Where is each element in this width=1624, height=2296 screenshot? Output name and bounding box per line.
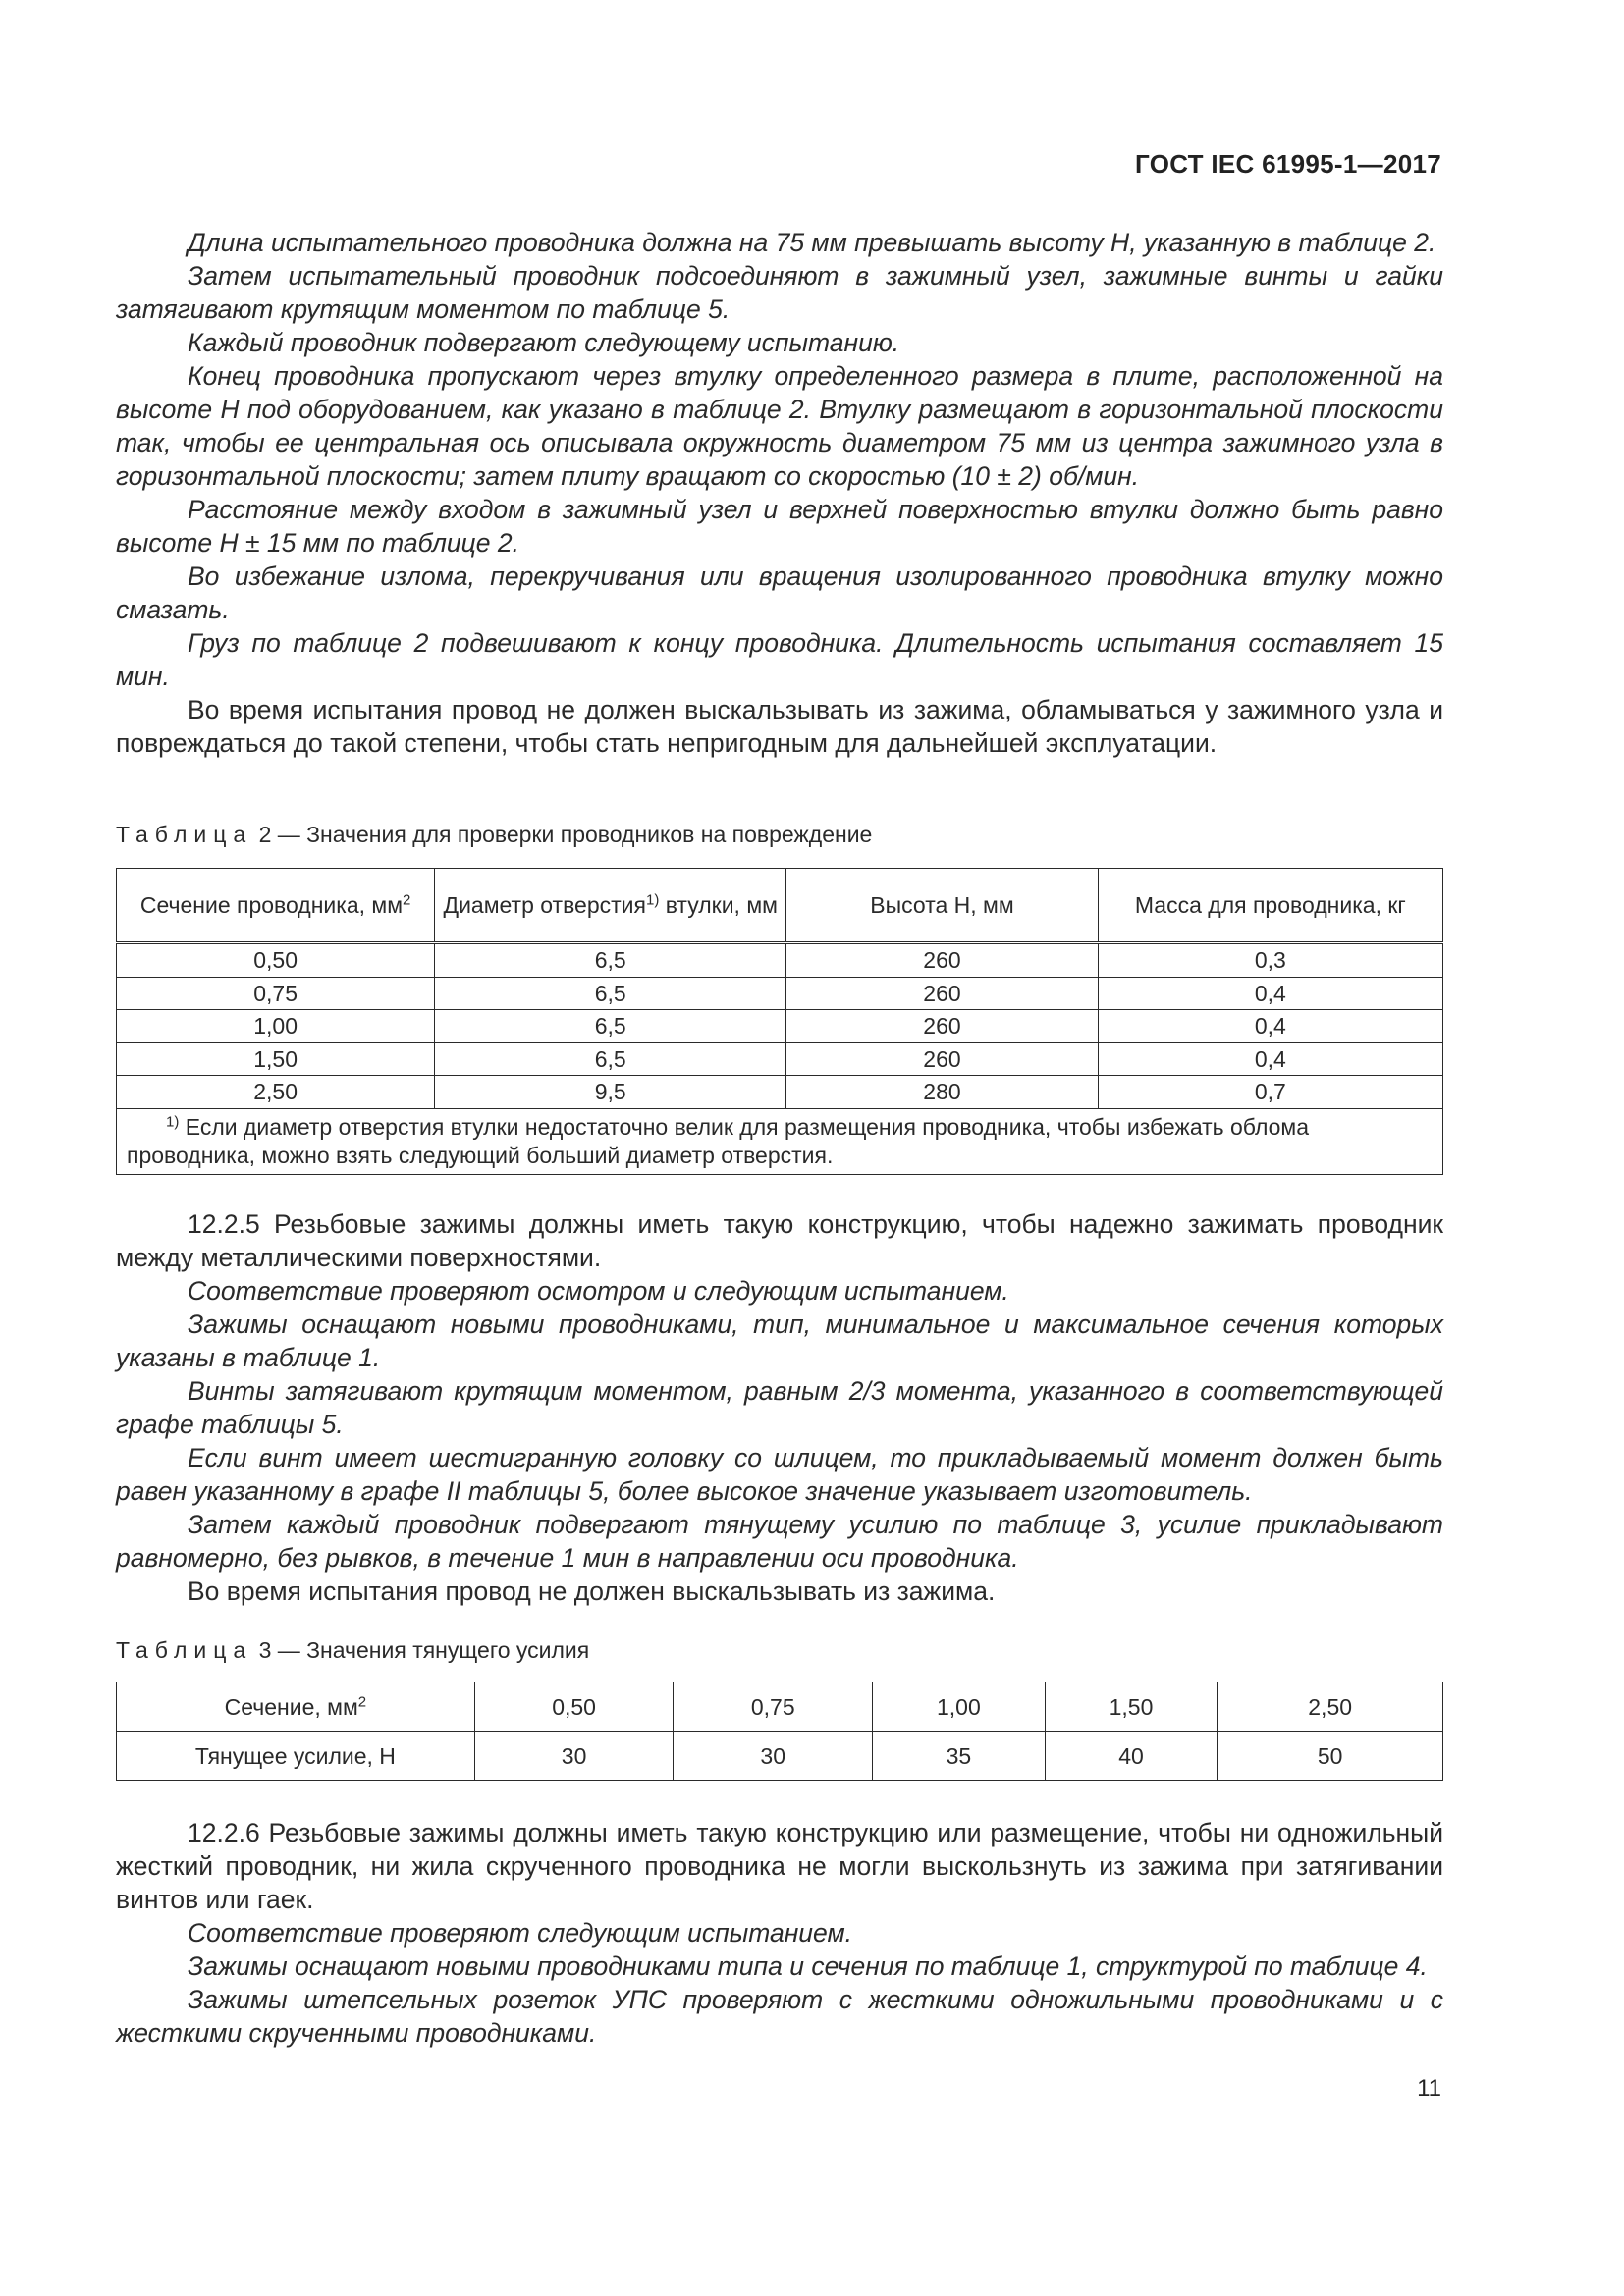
table-cell: 40 [1045, 1732, 1218, 1781]
table-2-caption [116, 820, 1443, 849]
table-cell: 260 [786, 977, 1098, 1010]
section-2 [116, 1207, 1443, 1608]
table-cell: 30 [674, 1732, 873, 1781]
table-cell: 260 [786, 1042, 1098, 1076]
table-row [117, 1682, 1443, 1732]
table-cell: 2,50 [117, 1076, 435, 1109]
table-row [117, 1732, 1443, 1781]
paragraph: Во избежание излома, перекручивания или вращения изолированного проводника втулку можно смазать. [116, 561, 1443, 624]
table-cell: 2,50 [1218, 1682, 1443, 1732]
table-cell: 0,50 [117, 943, 435, 978]
header-cell: Масса для проводника, кг [1098, 869, 1442, 943]
paragraph: Во время испытания провод не должен выскальзывать из зажима, обламываться у зажимного узла и повреждаться до такой степени, чтобы стать непригодным для дальнейшей эксплуатации. [116, 695, 1443, 758]
table-3-caption [116, 1635, 1443, 1665]
table-cell: 0,75 [674, 1682, 873, 1732]
row-label: Тянущее усилие, Н [117, 1732, 475, 1781]
table-cell: 6,5 [435, 1042, 786, 1076]
table-row [117, 1076, 1443, 1109]
table-note: $^{1)}$ Если диаметр отверстия втулки недостаточно велик для размещения проводника, чтобы избежать облома проводника, можно взять следующий больший диаметр отверстия. [117, 1108, 1443, 1174]
table-row [117, 1010, 1443, 1043]
paragraph: Расстояние между входом в зажимный узел и верхней поверхностью втулки должно быть равно высоте H ± 15 мм по таблице 2. [116, 495, 1443, 558]
caption-word: Таблица [116, 1637, 253, 1663]
paragraph: Зажимы оснащают новыми проводниками, тип, минимальное и максимальное сечения которых указаны в таблице 1. [116, 1309, 1443, 1372]
table-row [117, 1042, 1443, 1076]
section-3 [116, 1816, 1443, 2050]
paragraph: 12.2.5 Резьбовые зажимы должны иметь такую конструкцию, чтобы надежно зажимать проводник между металлическими поверхностями. [116, 1209, 1443, 1272]
row-label: Сечение, $мм^2$ [117, 1682, 475, 1732]
table-cell: 6,5 [435, 943, 786, 978]
table-cell: 1,00 [117, 1010, 435, 1043]
table-cell: 0,50 [474, 1682, 674, 1732]
header-cell: Высота H, мм [786, 869, 1098, 943]
table-header-row [117, 869, 1443, 943]
table-cell: 0,4 [1098, 977, 1442, 1010]
table-cell: 0,7 [1098, 1076, 1442, 1109]
table-cell: 0,4 [1098, 1010, 1442, 1043]
paragraph: Затем каждый проводник подвергают тянущему усилию по таблице 3, усилие прикладывают равномерно, без рывков, в течение 1 мин в направлении оси проводника. [116, 1510, 1443, 1573]
table-cell: 260 [786, 1010, 1098, 1043]
table-cell: 50 [1218, 1732, 1443, 1781]
table-note-row [117, 1108, 1443, 1174]
header-cell: Диаметр отверстия$^{1)}$ втулки, мм [435, 869, 786, 943]
paragraph: 12.2.6 Резьбовые зажимы должны иметь такую конструкцию или размещение, чтобы ни одножильный жесткий проводник, ни жила скрученного проводника не могли выскользнуть из зажима при затягивании винтов или гаек. [116, 1818, 1443, 1914]
table-cell: 1,00 [873, 1682, 1046, 1732]
table-cell: 6,5 [435, 977, 786, 1010]
caption-text: 2 — Значения для проверки проводников на повреждение [258, 822, 873, 847]
paragraph: Затем испытательный проводник подсоединяют в зажимный узел, зажимные винты и гайки затягивают крутящим моментом по таблице 5. [116, 261, 1443, 324]
caption-word: Таблица [116, 822, 253, 847]
paragraph: Если винт имеет шестигранную головку со шлицем, то прикладываемый момент должен быть равен указанному в графе II таблицы 5, более высокое значение указывает изготовитель. [116, 1443, 1443, 1506]
table-cell: 35 [873, 1732, 1046, 1781]
paragraph: Зажимы оснащают новыми проводниками типа и сечения по таблице 1, структурой по таблице 4. [188, 1951, 1428, 1981]
table-cell: 260 [786, 943, 1098, 978]
table-cell: 0,75 [117, 977, 435, 1010]
paragraph: Во время испытания провод не должен выскальзывать из зажима. [188, 1576, 996, 1606]
paragraph: Длина испытательного проводника должна на 75 мм превышать высоту H, указанную в таблице 2. [188, 228, 1436, 257]
document-code: ГОСТ IEC 61995-1—2017 [1135, 149, 1441, 179]
table-cell: 280 [786, 1076, 1098, 1109]
paragraph: Зажимы штепсельных розеток УПС проверяют с жесткими одножильными проводниками и с жесткими скрученными проводниками. [116, 1985, 1443, 2048]
paragraph: Конец проводника пропускают через втулку определенного размера в плите, расположенной на высоте H под оборудованием, как указано в таблице 2. Втулку размещают в горизонтальной плоскости так, чтобы ее центральная ось описывала окружность диаметром 75 мм из центра зажимного узла в горизонтальной плоскости; затем плиту вращают со скоростью (10 ± 2) об/мин. [116, 361, 1443, 491]
section-1 [116, 226, 1443, 760]
table-cell: 6,5 [435, 1010, 786, 1043]
paragraph: Винты затягивают крутящим моментом, равным 2/3 момента, указанного в соответствующей графе таблицы 5. [116, 1376, 1443, 1439]
table-cell: 0,3 [1098, 943, 1442, 978]
table-cell: 30 [474, 1732, 674, 1781]
table-row [117, 977, 1443, 1010]
paragraph: Каждый проводник подвергают следующему испытанию. [188, 328, 900, 357]
table-3 [116, 1682, 1443, 1781]
paragraph: Соответствие проверяют осмотром и следующим испытанием. [188, 1276, 1009, 1306]
table-cell: 9,5 [435, 1076, 786, 1109]
table-cell: 1,50 [117, 1042, 435, 1076]
table-cell: 1,50 [1045, 1682, 1218, 1732]
table-2 [116, 868, 1443, 1175]
header-cell: Сечение проводника, $мм^2$ [117, 869, 435, 943]
table-cell: 0,4 [1098, 1042, 1442, 1076]
paragraph: Груз по таблице 2 подвешивают к концу проводника. Длительность испытания составляет 15 мин. [116, 628, 1443, 691]
paragraph: Соответствие проверяют следующим испытанием. [188, 1918, 853, 1948]
table-3-block [116, 1635, 1443, 1781]
table-row [117, 943, 1443, 978]
table-2-block [116, 820, 1443, 1175]
caption-text: 3 — Значения тянущего усилия [258, 1637, 590, 1663]
page-number: 11 [1417, 2075, 1441, 2102]
